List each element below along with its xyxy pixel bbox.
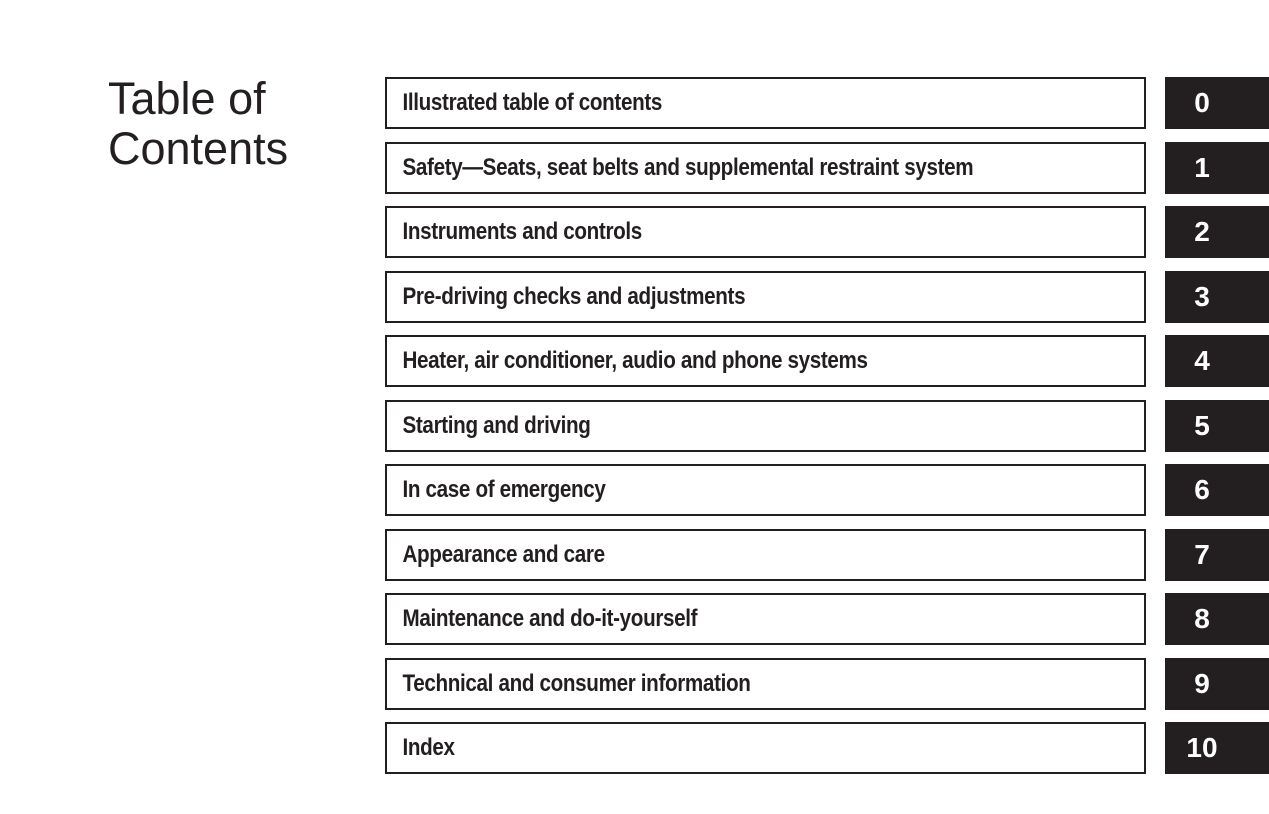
toc-entry-label: Heater, air conditioner, audio and phone systems <box>402 347 868 374</box>
toc-entry-index[interactable] <box>385 722 1269 774</box>
section-tab[interactable] <box>1165 464 1269 516</box>
section-number: 8 <box>1194 603 1210 634</box>
toc-entry-label: In case of emergency <box>402 476 606 503</box>
section-tab[interactable] <box>1165 335 1269 387</box>
toc-entry-heater-audio[interactable] <box>385 335 1269 387</box>
toc-entry-box <box>385 722 1146 774</box>
toc-entry-box <box>385 464 1146 516</box>
toc-entry-box <box>385 400 1146 452</box>
toc-entry-box <box>385 593 1146 645</box>
toc-entry-label: Pre-driving checks and adjustments <box>402 282 746 310</box>
page-title-line-1: Table of <box>108 73 266 124</box>
section-number: 4 <box>1194 345 1210 376</box>
section-number: 9 <box>1194 667 1210 699</box>
toc-entry-box <box>385 77 1146 129</box>
toc-entry-appearance-care[interactable] <box>385 529 1269 581</box>
toc-entry-label: Index <box>402 734 455 761</box>
section-number: 7 <box>1194 538 1210 570</box>
section-tab[interactable] <box>1165 206 1269 258</box>
section-tab[interactable] <box>1165 142 1269 194</box>
toc-entry-maintenance[interactable] <box>385 593 1269 645</box>
section-number: 0 <box>1194 87 1210 118</box>
section-tab[interactable] <box>1165 722 1269 774</box>
section-tab[interactable] <box>1165 77 1269 129</box>
section-tab[interactable] <box>1165 400 1269 452</box>
section-number: 1 <box>1194 151 1210 183</box>
toc-entry-emergency[interactable] <box>385 464 1269 516</box>
page-title-line-2: Contents <box>108 123 289 174</box>
toc-entry-box <box>385 335 1146 387</box>
toc-entry-label: Maintenance and do-it-yourself <box>402 605 698 632</box>
toc-list <box>385 77 1269 787</box>
toc-entry-label: Safety—Seats, seat belts and supplemental restraint system <box>402 153 974 181</box>
toc-entry-instruments[interactable] <box>385 206 1269 258</box>
section-tab[interactable] <box>1165 529 1269 581</box>
toc-entry-box <box>385 142 1146 194</box>
toc-entry-label: Starting and driving <box>402 411 591 439</box>
section-number: 2 <box>1194 216 1210 247</box>
toc-entry-label: Technical and consumer information <box>402 669 751 697</box>
toc-entry-safety[interactable] <box>385 142 1269 194</box>
toc-entry-box <box>385 271 1146 323</box>
section-number: 6 <box>1194 474 1210 505</box>
toc-entry-label: Appearance and care <box>402 540 605 568</box>
page-title <box>108 74 358 174</box>
toc-entry-starting-driving[interactable] <box>385 400 1269 452</box>
section-number: 3 <box>1194 280 1210 312</box>
toc-entry-box <box>385 529 1146 581</box>
toc-entry-box <box>385 658 1146 710</box>
section-tab[interactable] <box>1165 271 1269 323</box>
toc-entry-label: Instruments and controls <box>402 218 642 245</box>
toc-entry-pre-driving[interactable] <box>385 271 1269 323</box>
toc-entry-box <box>385 206 1146 258</box>
section-number: 10 <box>1186 732 1218 763</box>
toc-entry-illustrated-contents[interactable] <box>385 77 1269 129</box>
section-number: 5 <box>1194 409 1210 441</box>
section-tab[interactable] <box>1165 658 1269 710</box>
section-tab[interactable] <box>1165 593 1269 645</box>
toc-entry-label: Illustrated table of contents <box>402 89 663 116</box>
toc-entry-technical-info[interactable] <box>385 658 1269 710</box>
